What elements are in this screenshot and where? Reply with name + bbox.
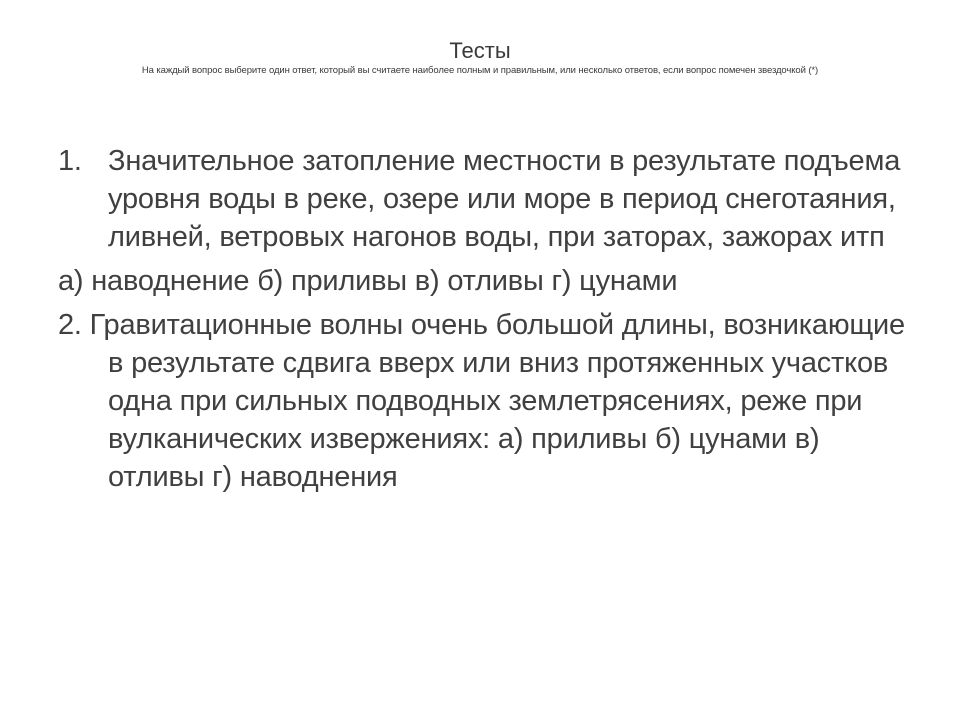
slide-title: Тесты [449, 38, 511, 63]
question-1 [58, 142, 918, 256]
question-1-number: 1. [58, 145, 82, 177]
question-1-text: Значительное затопление местности в результате подъема уровня воды в реке, озере или море в период снеготаяния, ливней, ветровых нагонов воды, при заторах, зажорах итп [108, 145, 901, 253]
content-body [58, 142, 918, 496]
question-1-answers: а) наводнение б) приливы в) отливы г) цунами [58, 265, 678, 297]
title-block [40, 38, 920, 78]
question-2: 2. Гравитационные волны очень большой длины, возникающие в результате сдвига вверх или вниз протяженных участков одна при сильных подводных землетрясениях, реже при вулканических извержениях: а) приливы б) цунами в) отливы г) наводнения [58, 309, 905, 493]
slide-subtitle: На каждый вопрос выберите один ответ, который вы считаете наиболее полным и правильным, или несколько ответов, если вопрос помечен звездочкой (*) [141, 65, 819, 76]
